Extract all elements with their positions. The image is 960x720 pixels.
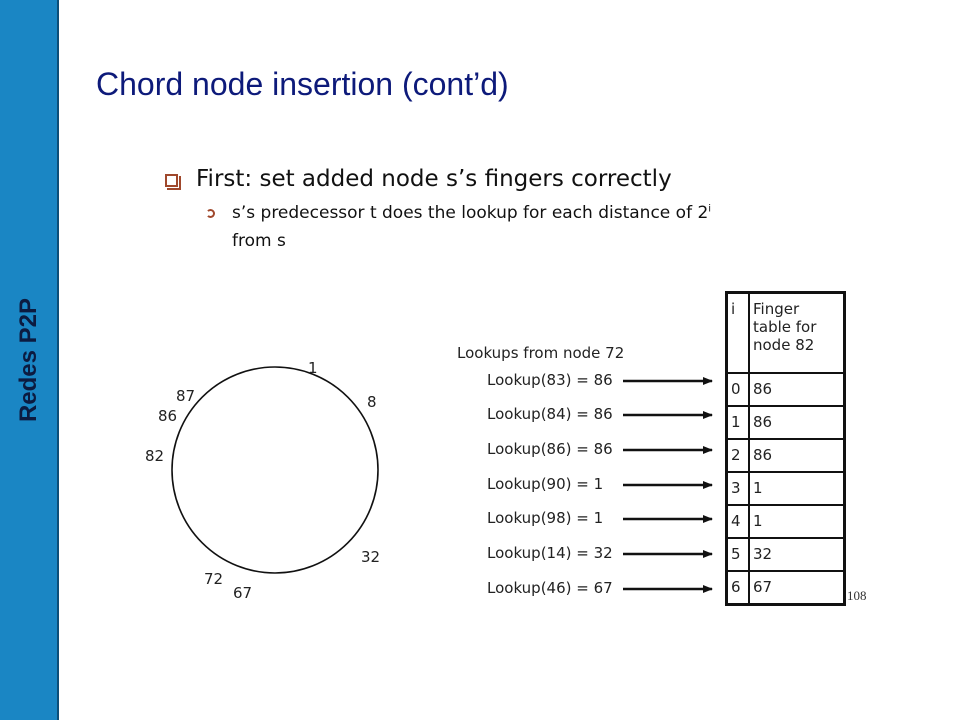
ring-node-label: 86 [158,407,178,425]
finger-table-row [727,406,845,439]
finger-table [725,291,846,606]
ring-node-label: 67 [233,584,253,602]
lookup-row: Lookup(90) = 1 [487,475,604,493]
sidebar-label: Redes P2P [15,297,42,423]
finger-index-cell: 6 [727,571,750,605]
finger-value-cell: 86 [749,406,845,439]
finger-index-cell: 2 [727,439,750,472]
ring-node-label: 72 [204,570,224,588]
lookup-header: Lookups from node 72 [457,344,625,362]
finger-index-cell: 1 [727,406,750,439]
finger-table-header [727,293,845,374]
bullet-level2-text: s’s predecessor t does the lookup for each distance of 2 [232,203,709,223]
ring-node-label: 1 [308,359,318,377]
slide-title: Chord node insertion (cont’d) [96,66,509,102]
lookup-row: Lookup(86) = 86 [487,440,613,458]
lookup-row: Lookup(98) = 1 [487,509,604,527]
ring-node-label: 87 [176,387,196,405]
finger-value-cell: 86 [749,373,845,406]
finger-table-row [727,472,845,505]
finger-value-cell: 32 [749,538,845,571]
finger-table-row [727,505,845,538]
lookup-row: Lookup(84) = 86 [487,405,613,423]
finger-value-cell: 1 [749,505,845,538]
finger-table-row [727,571,845,605]
chord-ring [172,367,381,573]
finger-table-header-i: i [727,293,750,374]
finger-table-header-finger: Finger table for node 82 [749,293,845,374]
ring-node-label: 32 [361,548,381,566]
finger-index-cell: 0 [727,373,750,406]
finger-table-row [727,439,845,472]
finger-table-row [727,373,845,406]
finger-index-cell: 3 [727,472,750,505]
ring-node-label: 82 [145,447,165,465]
lookup-row: Lookup(83) = 86 [487,371,613,389]
finger-value-cell: 1 [749,472,845,505]
bullet-level2-line2: from s [232,231,286,251]
finger-table-row [727,538,845,571]
lookup-row: Lookup(46) = 67 [487,579,613,597]
finger-index-cell: 4 [727,505,750,538]
bullet-level2-superscript: i [708,203,712,215]
ring-node-label: 8 [367,393,377,411]
finger-value-cell: 67 [749,571,845,605]
page-number: 108 [847,588,867,603]
finger-index-cell: 5 [727,538,750,571]
lookup-row: Lookup(14) = 32 [487,544,613,562]
bullet-level1: First: set added node s’s fingers correctly [196,166,672,192]
finger-value-cell: 86 [749,439,845,472]
